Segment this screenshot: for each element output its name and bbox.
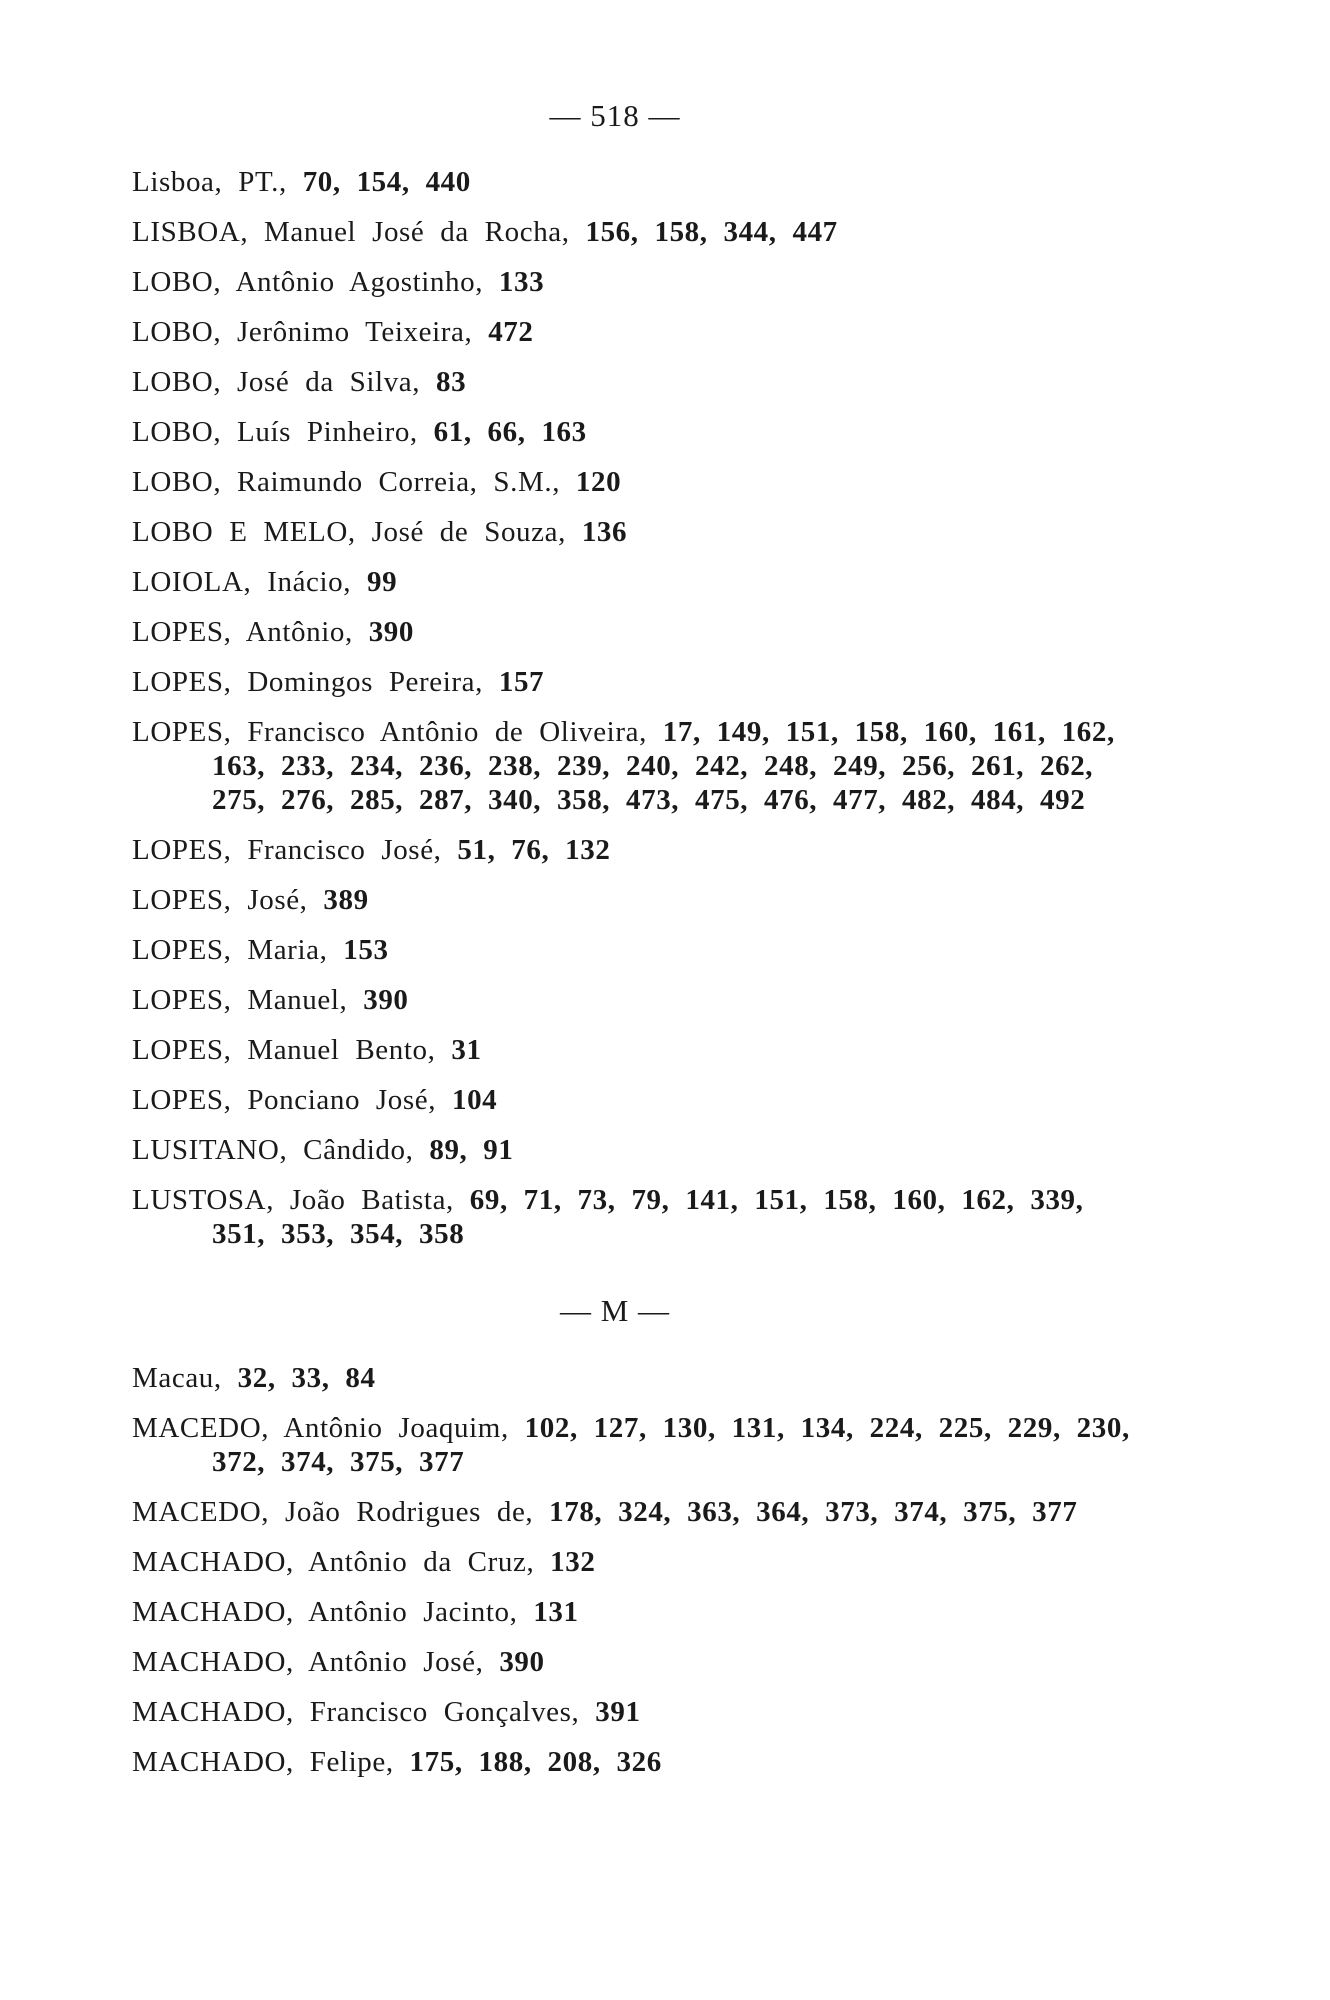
entry-pages: 102, 127, 130, 131, 134, 224, 225, 229, 230, 372, 374, 375, 377 xyxy=(212,1412,1130,1478)
index-entry xyxy=(132,415,1142,449)
entry-pages: 70, 154, 440 xyxy=(302,166,471,198)
entry-pages: 61, 66, 163 xyxy=(433,416,587,448)
entry-pages: 104 xyxy=(451,1084,498,1116)
index-entry xyxy=(132,1183,1142,1251)
entry-pages: 133 xyxy=(498,266,545,298)
index-entry xyxy=(132,983,1142,1017)
index-entry xyxy=(132,1033,1142,1067)
index-entry xyxy=(132,1495,1142,1529)
entry-name: LOBO, José da Silva, xyxy=(132,366,421,398)
entry-pages: 390 xyxy=(499,1646,545,1678)
index-section-m xyxy=(132,1361,1142,1779)
index-entry xyxy=(132,365,1142,399)
entry-name: LOBO, Raimundo Correia, S.M., xyxy=(132,466,561,498)
entry-name: LOPES, Francisco José, xyxy=(132,834,442,866)
entry-name: LUSTOSA, João Batista, xyxy=(132,1184,454,1216)
entry-pages: 389 xyxy=(323,884,369,916)
entry-name: LOPES, Manuel Bento, xyxy=(132,1034,436,1066)
entry-pages: 175, 188, 208, 326 xyxy=(409,1746,662,1778)
entry-pages: 153 xyxy=(343,934,389,966)
entry-name: MACHADO, Antônio da Cruz, xyxy=(132,1546,535,1578)
index-entry xyxy=(132,883,1142,917)
index-entry xyxy=(132,1645,1142,1679)
index-entry xyxy=(132,1083,1142,1117)
index-entry xyxy=(132,1745,1142,1779)
entry-pages: 178, 324, 363, 364, 373, 374, 375, 377 xyxy=(549,1496,1078,1528)
entry-pages: 132 xyxy=(550,1546,596,1578)
index-entry xyxy=(132,1411,1142,1479)
entry-pages: 131 xyxy=(533,1596,579,1628)
entry-pages: 472 xyxy=(488,316,534,348)
index-entry xyxy=(132,515,1142,549)
entry-pages: 390 xyxy=(363,984,409,1016)
entry-name: MACEDO, Antônio Joaquim, xyxy=(132,1412,509,1444)
entry-name: LOBO, Jerônimo Teixeira, xyxy=(132,316,473,348)
entry-pages: 120 xyxy=(575,466,622,498)
entry-name: MACHADO, Felipe, xyxy=(132,1746,394,1778)
entry-pages: 99 xyxy=(366,566,398,598)
entry-pages: 51, 76, 132 xyxy=(457,834,611,866)
entry-name: Lisboa, PT., xyxy=(132,166,287,198)
entry-name: LOIOLA, Inácio, xyxy=(132,566,352,598)
index-entry xyxy=(132,315,1142,349)
entry-name: Macau, xyxy=(132,1362,222,1394)
index-entry xyxy=(132,1595,1142,1629)
index-entry xyxy=(132,215,1142,249)
entry-name: LISBOA, Manuel José da Rocha, xyxy=(132,216,570,248)
entry-pages: 156, 158, 344, 447 xyxy=(585,216,838,248)
index-entry xyxy=(132,1695,1142,1729)
entry-name: LOPES, Ponciano José, xyxy=(132,1084,437,1116)
section-letter-m: — M — xyxy=(559,1293,671,1328)
entry-name: LOPES, Manuel, xyxy=(132,984,348,1016)
index-entry xyxy=(132,665,1142,699)
index-list xyxy=(132,165,1142,1795)
entry-name: LOPES, José, xyxy=(132,884,308,916)
entry-name: LOBO, Luís Pinheiro, xyxy=(132,416,418,448)
entry-name: LOBO, Antônio Agostinho, xyxy=(132,266,484,298)
entry-pages: 136 xyxy=(581,516,628,548)
index-entry xyxy=(132,715,1142,817)
entry-name: LOPES, Francisco Antônio de Oliveira, xyxy=(132,716,647,748)
entry-name: MACEDO, João Rodrigues de, xyxy=(132,1496,534,1528)
entry-name: MACHADO, Antônio Jacinto, xyxy=(132,1596,518,1628)
page-number: — 518 — xyxy=(549,98,681,133)
index-entry xyxy=(132,465,1142,499)
index-entry xyxy=(132,1133,1142,1167)
index-entry xyxy=(132,165,1142,199)
entry-name: MACHADO, Francisco Gonçalves, xyxy=(132,1696,580,1728)
entry-pages: 89, 91 xyxy=(429,1134,514,1166)
index-entry xyxy=(132,933,1142,967)
index-entry xyxy=(132,565,1142,599)
index-entry xyxy=(132,615,1142,649)
entry-pages: 83 xyxy=(435,366,467,398)
entry-pages: 31 xyxy=(451,1034,482,1066)
entry-pages: 69, 71, 73, 79, 141, 151, 158, 160, 162, 339, 351, 353, 354, 358 xyxy=(212,1184,1084,1250)
entry-name: MACHADO, Antônio José, xyxy=(132,1646,484,1678)
entry-name: LOPES, Domingos Pereira, xyxy=(132,666,483,698)
entry-name: LUSITANO, Cândido, xyxy=(132,1134,414,1166)
entry-pages: 391 xyxy=(595,1696,641,1728)
entry-pages: 157 xyxy=(498,666,545,698)
index-entry xyxy=(132,1545,1142,1579)
index-section-l xyxy=(132,165,1142,1251)
index-entry xyxy=(132,1361,1142,1395)
entry-pages: 390 xyxy=(368,616,415,648)
index-entry xyxy=(132,265,1142,299)
entry-pages: 17, 149, 151, 158, 160, 161, 162, 163, 233, 234, 236, 238, 239, 240, 242, 248, 249, 256, 261, 262, 275, 276, 285, 287, 340, 358, 473, 475, 476, 477, 482, 484, 492 xyxy=(212,716,1115,816)
entry-name: LOBO E MELO, José de Souza, xyxy=(132,516,566,548)
entry-name: LOPES, Antônio, xyxy=(132,616,353,648)
entry-name: LOPES, Maria, xyxy=(132,934,328,966)
entry-pages: 32, 33, 84 xyxy=(237,1362,376,1394)
index-entry xyxy=(132,833,1142,867)
